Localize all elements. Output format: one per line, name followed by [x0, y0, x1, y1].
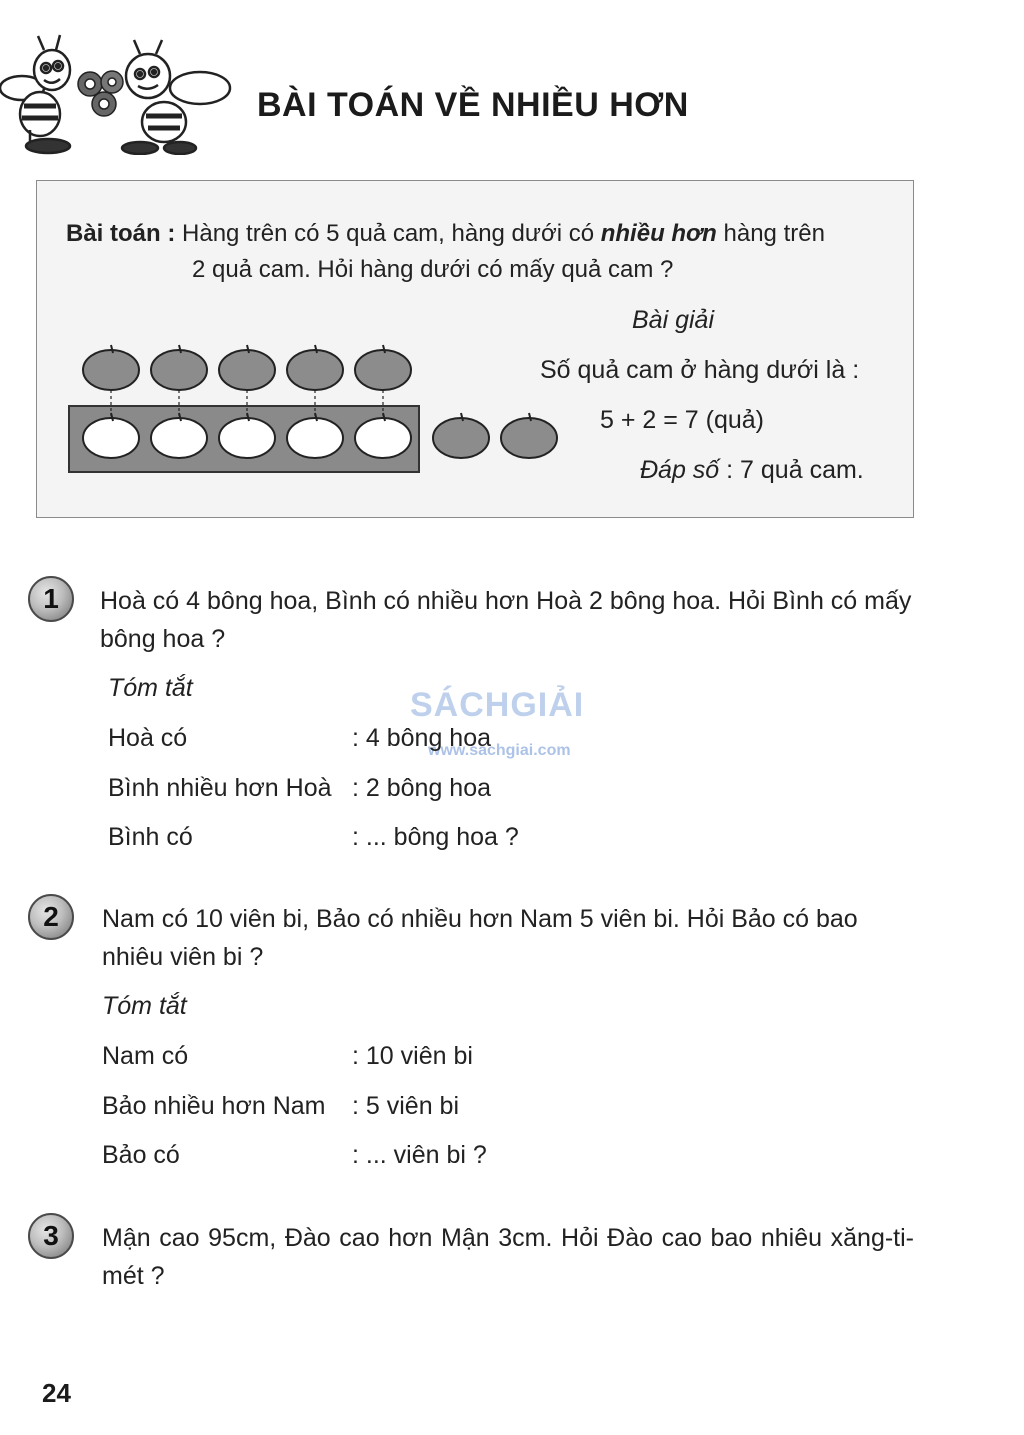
problem-text-b: hàng trên [716, 220, 825, 247]
summary-value: : ... bông hoa ? [352, 823, 519, 851]
summary-value: : 10 viên bi [352, 1042, 473, 1070]
summary-value: : 2 bông hoa [352, 774, 492, 802]
exercise-question: Nam có 10 viên bi, Bảo có nhiều hơn Nam 5 viên bi. Hỏi Bảo có bao nhiêu viên bi ? [102, 905, 858, 971]
summary-value: : ... viên bi ? [352, 1141, 487, 1169]
problem-emphasis: nhiều hơn [600, 220, 717, 247]
orange-fruit-icon [433, 418, 489, 458]
page-title: BÀI TOÁN VỀ NHIỀU HƠN [257, 86, 689, 124]
summary-label: Hoà có [108, 724, 188, 752]
summary-label: Bảo nhiều hơn Nam [102, 1092, 326, 1120]
summary-label: Bình nhiều hơn Hoà [108, 774, 332, 802]
summary-value: : 4 bông hoa [352, 724, 492, 752]
flower-icon [78, 71, 123, 116]
orange-fruit-icon [83, 418, 139, 458]
bee-mascot-icon [0, 35, 70, 153]
bee-mascot-icon [122, 40, 230, 154]
problem-label: Bài toán : [66, 220, 176, 247]
exercise-number-badge: 3 [28, 1213, 74, 1259]
orange-fruit-icon [219, 350, 275, 390]
page-number: 24 [42, 1378, 71, 1408]
problem-text-a: Hàng trên có 5 quả cam, hàng dưới có [175, 220, 601, 247]
example-problem-line-2: 2 quả cam. Hỏi hàng dưới có mấy quả cam ? [192, 256, 674, 283]
summary-label: Bảo có [102, 1141, 180, 1169]
summary-label: Nam có [102, 1042, 189, 1070]
orange-fruit-icon [219, 418, 275, 458]
summary-label: Bình có [108, 823, 193, 851]
solution-line-1: Số quả cam ở hàng dưới là : [540, 356, 860, 384]
exercise-number-badge: 1 [28, 576, 74, 622]
exercise-question: Hoà có 4 bông hoa, Bình có nhiều hơn Hoà 2 bông hoa. Hỏi Bình có mấy bông hoa ? [100, 587, 912, 653]
summary-title: Tóm tắt [102, 992, 187, 1020]
exercise-number-badge: 2 [28, 894, 74, 940]
oranges-illustration [66, 338, 566, 478]
answer-label: Đáp số [640, 456, 720, 484]
watermark-url: www.sachgiai.com [428, 742, 571, 759]
orange-fruit-icon [355, 418, 411, 458]
summary-title: Tóm tắt [108, 674, 193, 702]
answer-value: : 7 quả cam. [719, 456, 864, 484]
solution-heading: Bài giải [632, 306, 714, 334]
orange-fruit-icon [501, 418, 557, 458]
orange-fruit-icon [151, 418, 207, 458]
summary-value: : 5 viên bi [352, 1092, 460, 1120]
exercise-question: Mận cao 95cm, Đào cao hơn Mận 3cm. Hỏi Đào cao bao nhiêu xăng-ti-mét ? [102, 1224, 914, 1290]
answer-line [640, 456, 864, 485]
orange-fruit-icon [355, 350, 411, 390]
watermark-brand: SÁCHGIẢI [410, 686, 585, 724]
orange-fruit-icon [83, 350, 139, 390]
example-problem-line-1 [66, 220, 825, 248]
orange-fruit-icon [151, 350, 207, 390]
orange-fruit-icon [287, 418, 343, 458]
bee-mascots-illustration [0, 30, 240, 155]
solution-line-2: 5 + 2 = 7 (quả) [600, 406, 765, 434]
orange-fruit-icon [287, 350, 343, 390]
